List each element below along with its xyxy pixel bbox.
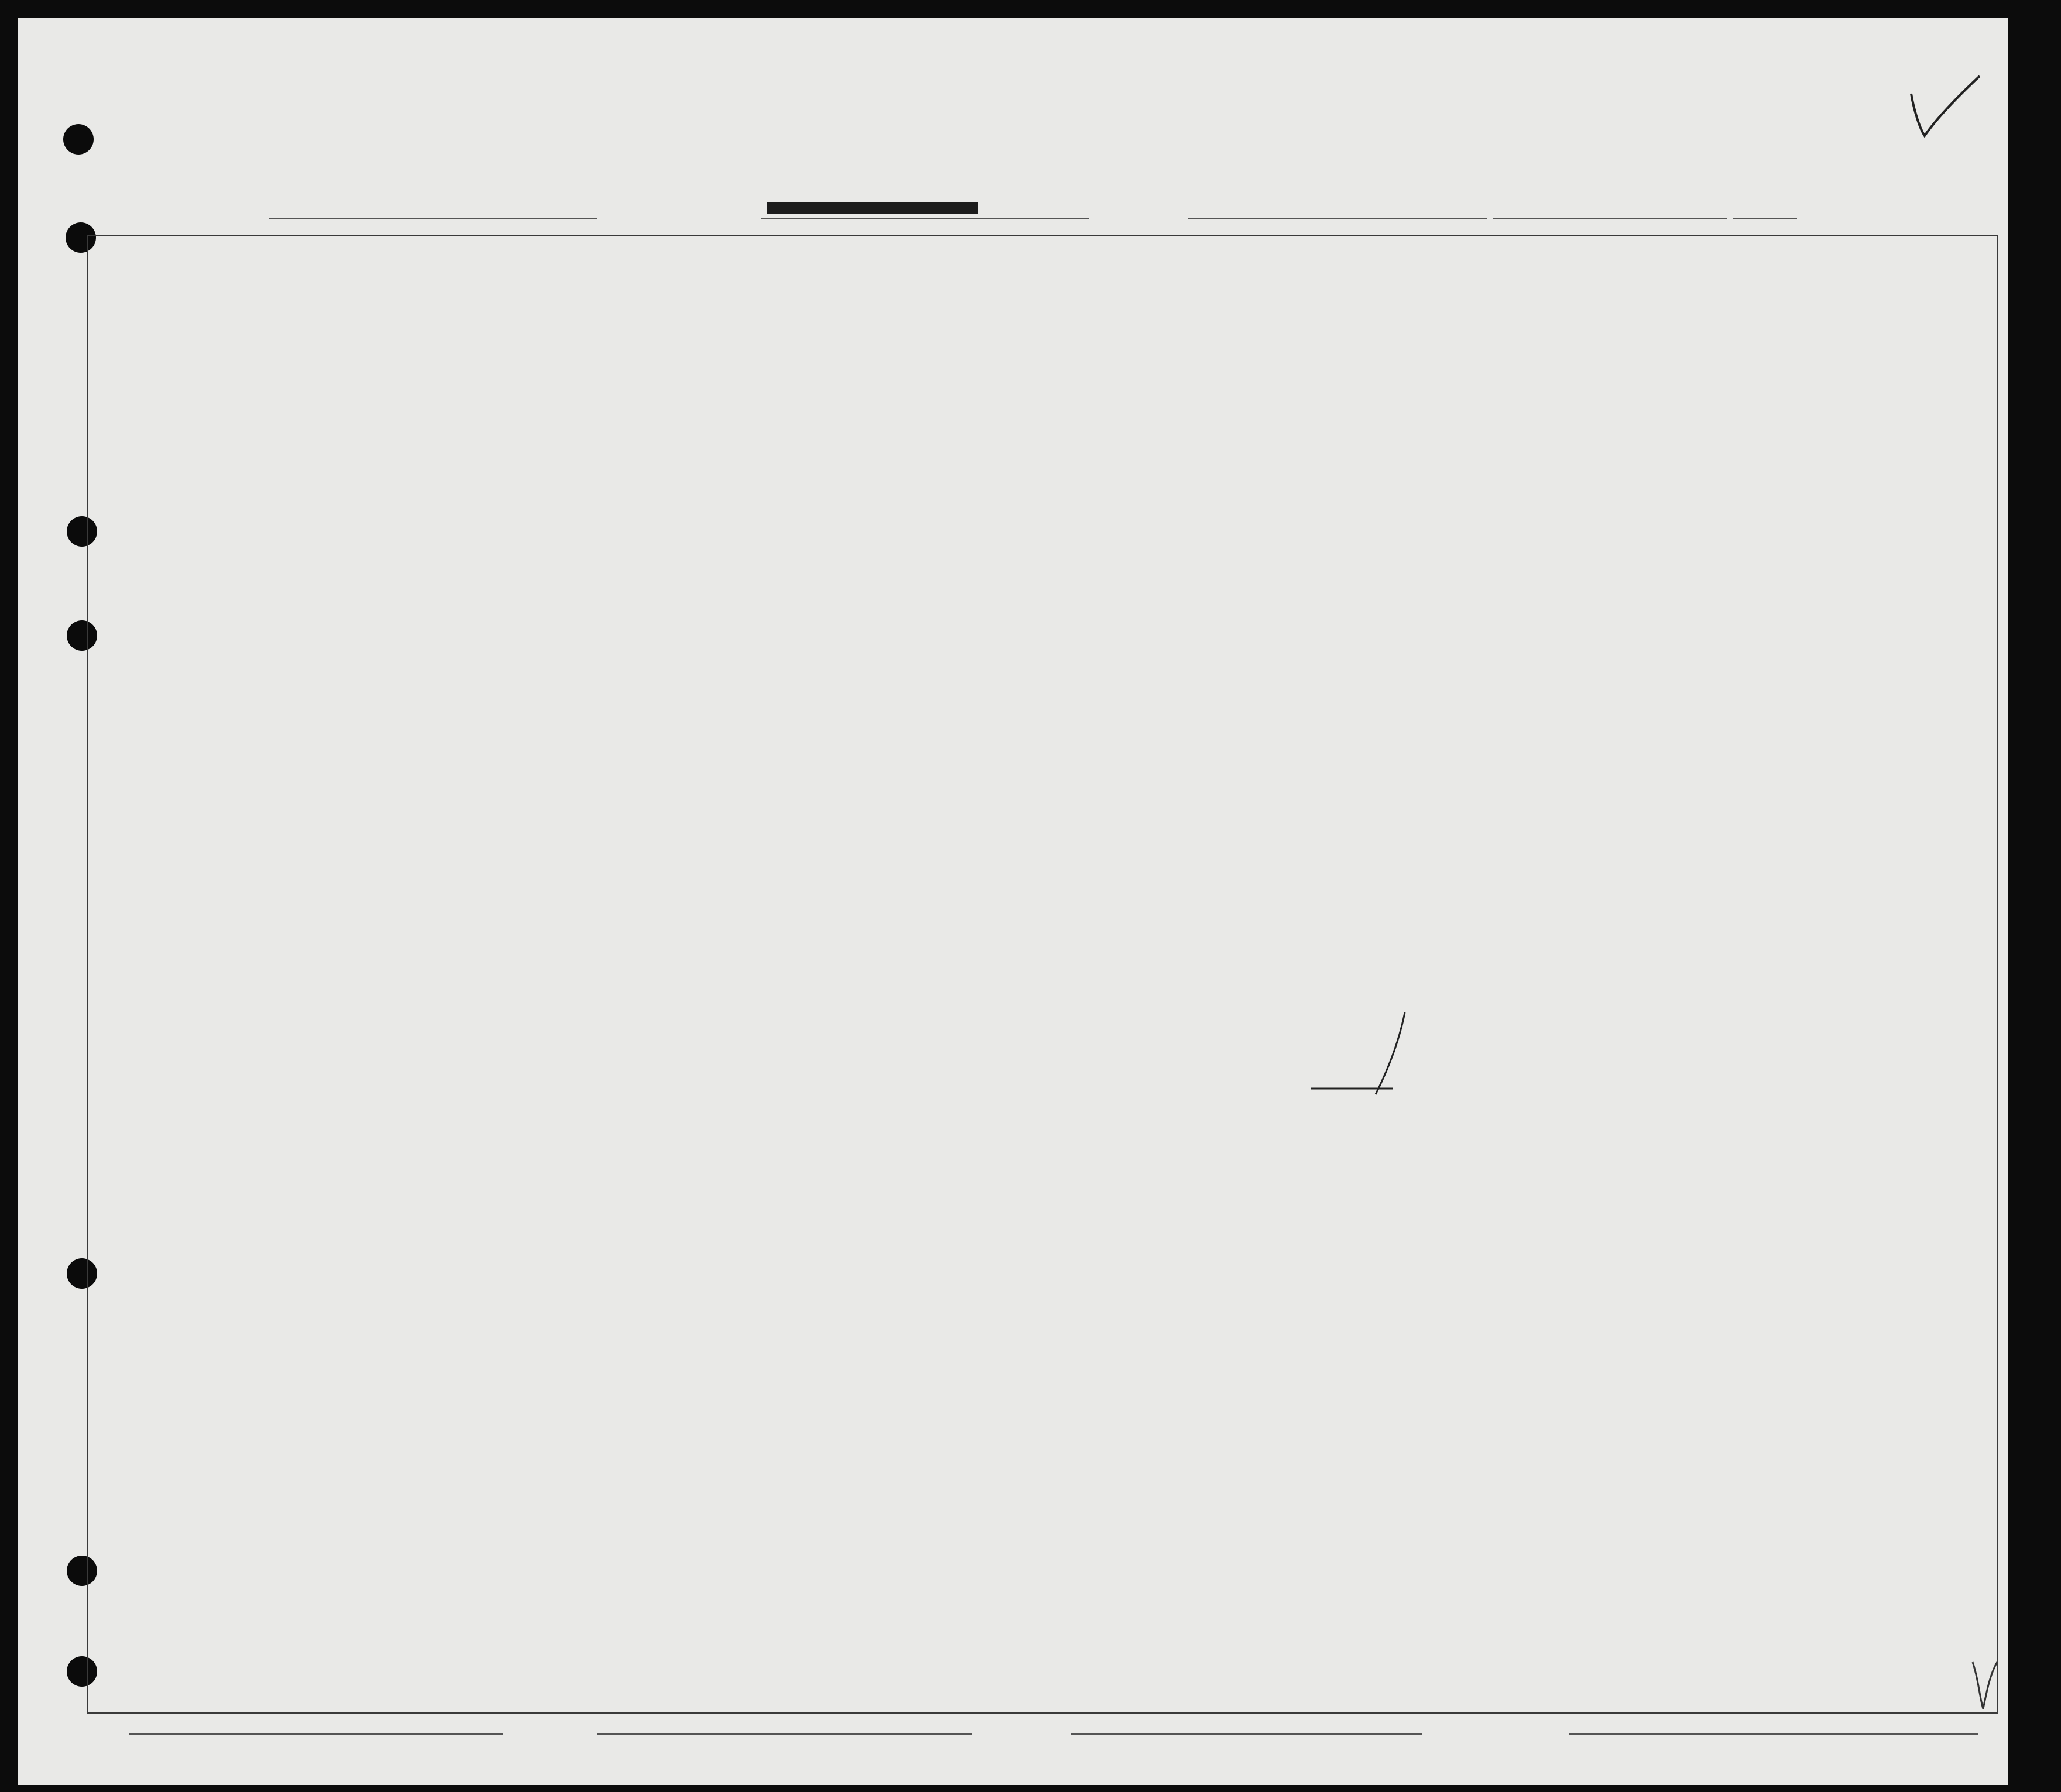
manifest-sheet bbox=[18, 18, 2008, 1785]
margin-mark bbox=[1967, 1656, 2002, 1715]
pen-strokes bbox=[18, 18, 2008, 1785]
row16-check-mark bbox=[1305, 1007, 1422, 1100]
